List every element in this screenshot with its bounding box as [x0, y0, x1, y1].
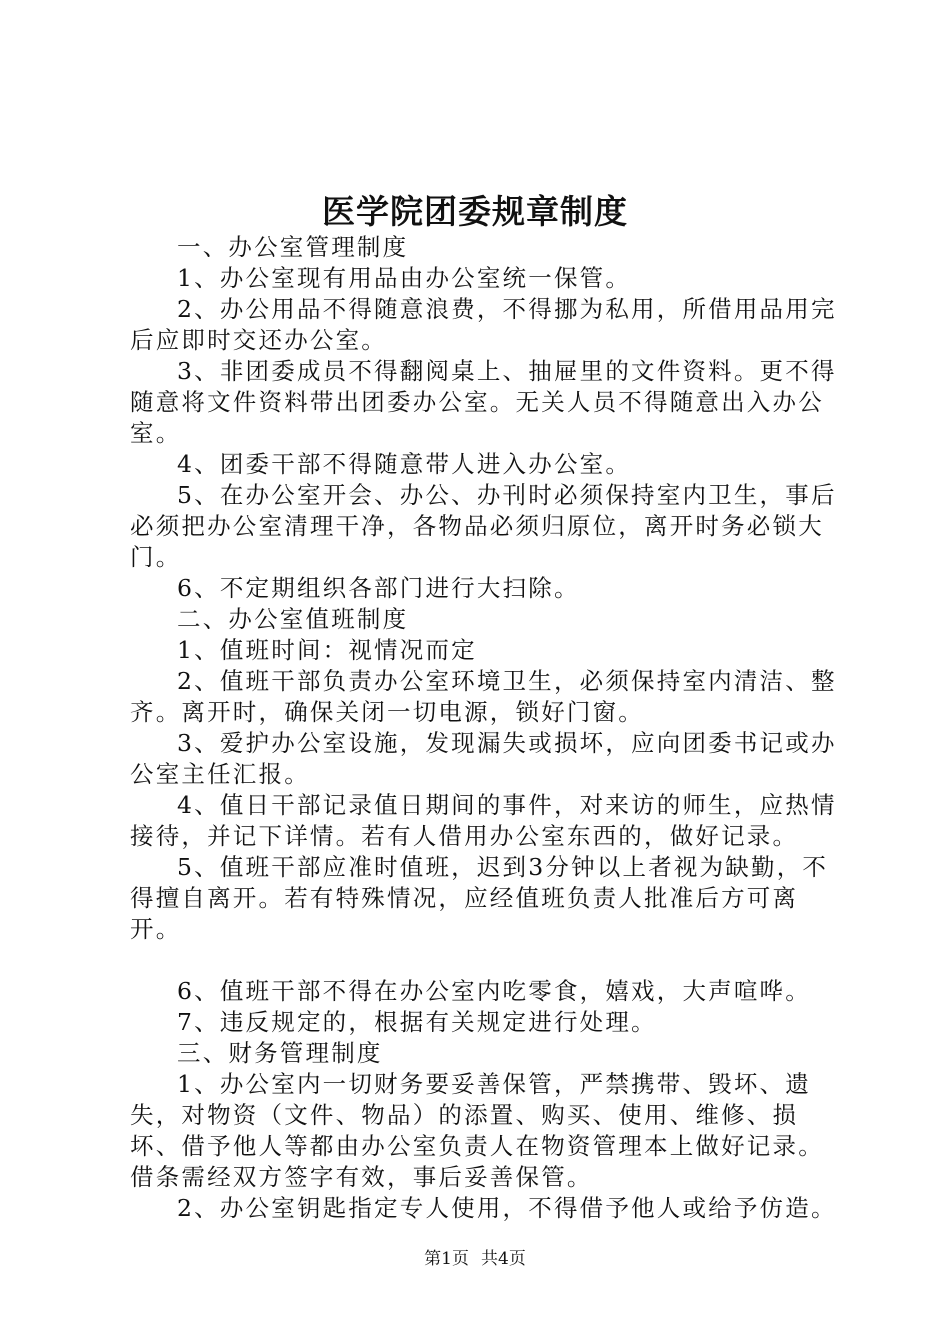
page-footer — [0, 1244, 950, 1269]
paragraph: 3、非团委成员不得翻阅桌上、抽屉里的文件资料。更不得随意将文件资料带出团委办公室。无关人员不得随意出入办公室。 — [130, 357, 837, 447]
document-title: 医学院团委规章制度 — [322, 192, 628, 231]
paragraph: 3、爱护办公室设施，发现漏失或损坏，应向团委书记或办公室主任汇报。 — [130, 729, 837, 788]
section-heading: 三、财务管理制度 — [177, 1039, 383, 1067]
section-heading: 一、办公室管理制度 — [177, 233, 409, 261]
paragraph: 6、不定期组织各部门进行大扫除。 — [177, 574, 580, 602]
paragraph: 6、值班干部不得在办公室内吃零食，嬉戏，大声喧哗。 — [177, 977, 811, 1005]
paragraph: 2、办公室钥匙指定专人使用，不得借予他人或给予仿造。 — [177, 1194, 837, 1222]
paragraph: 5、在办公室开会、办公、办刊时必须保持室内卫生，事后必须把办公室清理干净，各物品必须归原位，离开时务必锁大门。 — [130, 481, 837, 571]
paragraph: 7、违反规定的，根据有关规定进行处理。 — [177, 1008, 657, 1036]
page-number: 第1页 — [424, 1249, 469, 1269]
section-heading: 二、办公室值班制度 — [177, 605, 409, 633]
paragraph: 5、值班干部应准时值班，迟到3分钟以上者视为缺勤，不得擅自离开。若有特殊情况，应经值班负责人批准后方可离开。 — [130, 853, 829, 943]
paragraph: 1、办公室现有用品由办公室统一保管。 — [177, 264, 632, 292]
paragraph: 2、值班干部负责办公室环境卫生，必须保持室内清洁、整齐。离开时，确保关闭一切电源，锁好门窗。 — [130, 667, 837, 726]
paragraph: 2、办公用品不得随意浪费，不得挪为私用，所借用品用完后应即时交还办公室。 — [130, 295, 837, 354]
page-total: 共4页 — [481, 1249, 526, 1269]
paragraph: 1、办公室内一切财务要妥善保管，严禁携带、毁坏、遗失，对物资（文件、物品）的添置、购买、使用、维修、损坏、借予他人等都由办公室负责人在物资管理本上做好记录。借条需经双方签字有效，事后妥善保管。 — [130, 1070, 824, 1191]
paragraph: 1、值班时间：视情况而定 — [177, 636, 477, 664]
paragraph: 4、团委干部不得随意带人进入办公室。 — [177, 450, 632, 478]
paragraph: 4、值日干部记录值日期间的事件，对来访的师生，应热情接待，并记下详情。若有人借用办公室东西的，做好记录。 — [130, 791, 837, 850]
document-body — [130, 232, 840, 1224]
